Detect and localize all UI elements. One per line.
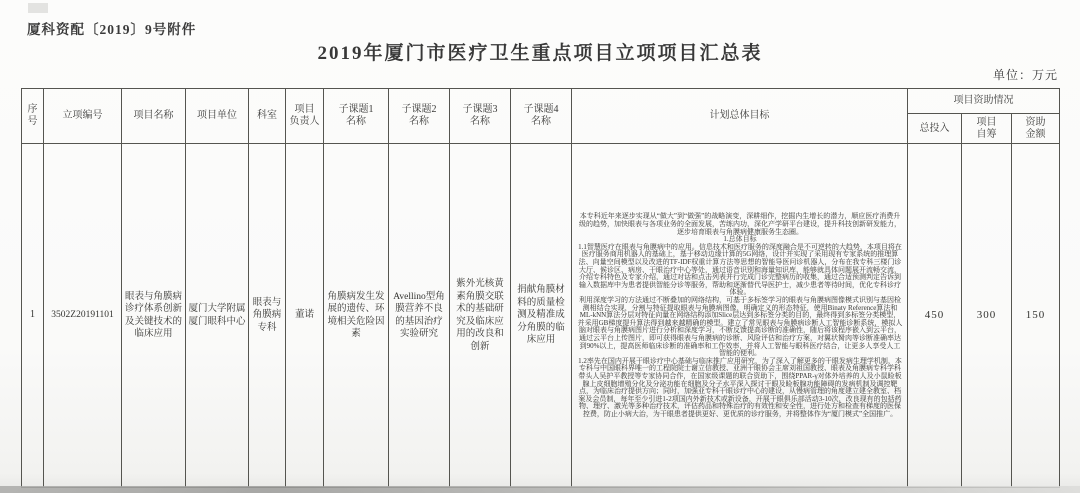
col-header-department: 科室 — [249, 89, 286, 144]
projects-table — [21, 88, 1060, 488]
cell-subtopic1: 角膜病发生发展的遗传、环境相关危险因素 — [324, 144, 389, 488]
cell-project-unit: 厦门大学附属厦门眼科中心 — [186, 144, 249, 488]
unit-note: 单位：万元 — [992, 68, 1058, 82]
col-header-subtopic2: 子课题2 名称 — [389, 89, 450, 144]
cell-subtopic2: Avellino型角膜营养不良的基因治疗实验研究 — [389, 144, 450, 488]
col-header-project-no: 立项编号 — [44, 89, 122, 144]
col-header-seq: 序号 — [22, 89, 44, 144]
col-header-project-unit: 项目单位 — [186, 89, 249, 144]
cell-total-input: 450 — [908, 144, 962, 488]
table-row — [22, 144, 1060, 488]
col-header-grant: 资助 金额 — [1012, 114, 1060, 144]
cell-subtopic4: 捐献角膜材料的质量检测及精准成分角膜的临床应用 — [511, 144, 572, 488]
cell-seq: 1 — [22, 144, 44, 488]
cell-project-no: 3502Z20191101 — [44, 144, 122, 488]
col-header-subtopic3: 子课题3 名称 — [450, 89, 511, 144]
page-title: 2019年厦门市医疗卫生重点项目立项项目汇总表 — [317, 43, 763, 64]
col-header-goal: 计划总体目标 — [572, 89, 908, 144]
cell-subtopic3: 紫外光核黄素角膜交联术的基础研究及临床应用的改良和创新 — [450, 144, 511, 488]
col-header-subtopic1: 子课题1 名称 — [324, 89, 389, 144]
col-header-funding-group: 项目资助情况 — [908, 89, 1060, 114]
scan-artifact — [28, 3, 48, 13]
col-header-subtopic4: 子课题4 名称 — [511, 89, 572, 144]
doc-reference: 厦科资配〔2019〕9号附件 — [27, 22, 197, 37]
col-header-leader: 项目 负责人 — [286, 89, 324, 144]
cell-project-name: 眼表与角膜病诊疗体系创新及关键技术的临床应用 — [122, 144, 186, 488]
cell-department: 眼表与角膜病专科 — [249, 144, 286, 488]
col-header-project-name: 项目名称 — [122, 89, 186, 144]
cell-self-raised: 300 — [962, 144, 1012, 488]
col-header-self-raised: 项目 自筹 — [962, 114, 1012, 144]
scan-edge-shadow — [0, 486, 1080, 493]
cell-goal-text: 本专科近年来逐步实现从“做大”到“做强”的战略演变，深耕细作，挖掘内生增长的潜力，顺应医疗消费升级的趋势，加快眼表与各项业务的全面发展，苦练内功，深化产学研平台建设，提升科技创新研发能力，逐步培育眼表与角膜病健康服务生态圈。 1.总体目标 1.1智慧医疗在眼表与角膜病中的应用。信息技术和医疗服务的深度融合是不可逆转的大趋势，本项目将在医疗服务商用机器人的基础上，基于移动边缘计算的5G网络，设计并实现了采用现有专家系统的推理算法、向量空间模型以及改进的TF-IDF权重计算方法等思想的智能导医问诊机器人，分布在我专科三楼门诊大厅、候诊区、病房、干眼治疗中心等处，通过语音识别和海量知识库，能够就具体问题展开流畅交流，介绍专科特色及专家介绍，通过对话和点击列表并行完成门诊完整病历的收集，通过合适预测判定告诉到输入数据库中为患者提供智能分诊等服务，帮助和逐渐替代导医护士，减少患者等待时间，优化专科诊疗体验。 利用深度学习的方法通过不断叠加的网络结构，可基于多标签学习的眼表与角膜病图像模式识别与基因检测相结合实现，分割与特征提取眼表与角膜病图像，明确定义的形态特征，使用Binaty Reference算法和ML-kNN算法分层对特征向量在网络结构添加Slice层达到多标签分类的目的，最终得到多标签分类模型，并采用GB梯度提升算法得到越来越精确的模型。建立了常见眼表与角膜病诊断人工智能诊断系统，模拟人脑对眼表与角膜病图片进行分析和深度学习，不断反馈提高诊断的准确性，随后将该程序嵌入到云平台，通过云平台上传图片，即可获得眼表与角膜病的诊断、风险评估和治疗方案，对翼状胬肉等诊断准确率达到90%以上，提高医师临床诊断的准确率和工作效率，并将人工智能与眼科医疗结合，让更多人享受人工智能的便利。 1.2率先在国内开展干眼诊疗中心基础与临床推广应用研究，为了深入了解更多的干眼发病生理学机制，本专科与中国眼科界唯一的工程院院士谢立信教授、亚洲干眼协会主席刘祖国教授、眼表及角膜病专科学科带头人吴护平教授等专家协同合作，在国家级课题的联合资助下，围绕PPAR-γ对体外培养的人及小鼠睑板腺上皮细胞增殖分化及分泌功能在细胞及分子水平深入探讨干眼及睑板腺功能障碍的发病机制及调控靶点，为临床治疗提供方向；同时，加强亚专科干眼诊疗中心的建设，从慢病管理的角度建立建全教室、档案及会员制，每年至少引进1-2项国内外新技术或新设备，开展干眼俱乐部活动3-10次，改良现有的包括药物、理疗、激光等多种治疗技术，评估药品和特殊治疗的有效性和安全性，进行处方和检查有梯度的医保控费，防止小病大治，为干眼患者提供更好、更优质的诊疗服务，并将整体作为“厦门模式”全国推广。 — [572, 144, 908, 488]
col-header-total-input: 总投入 — [908, 114, 962, 144]
cell-leader: 董诺 — [286, 144, 324, 488]
cell-grant: 150 — [1012, 144, 1060, 488]
